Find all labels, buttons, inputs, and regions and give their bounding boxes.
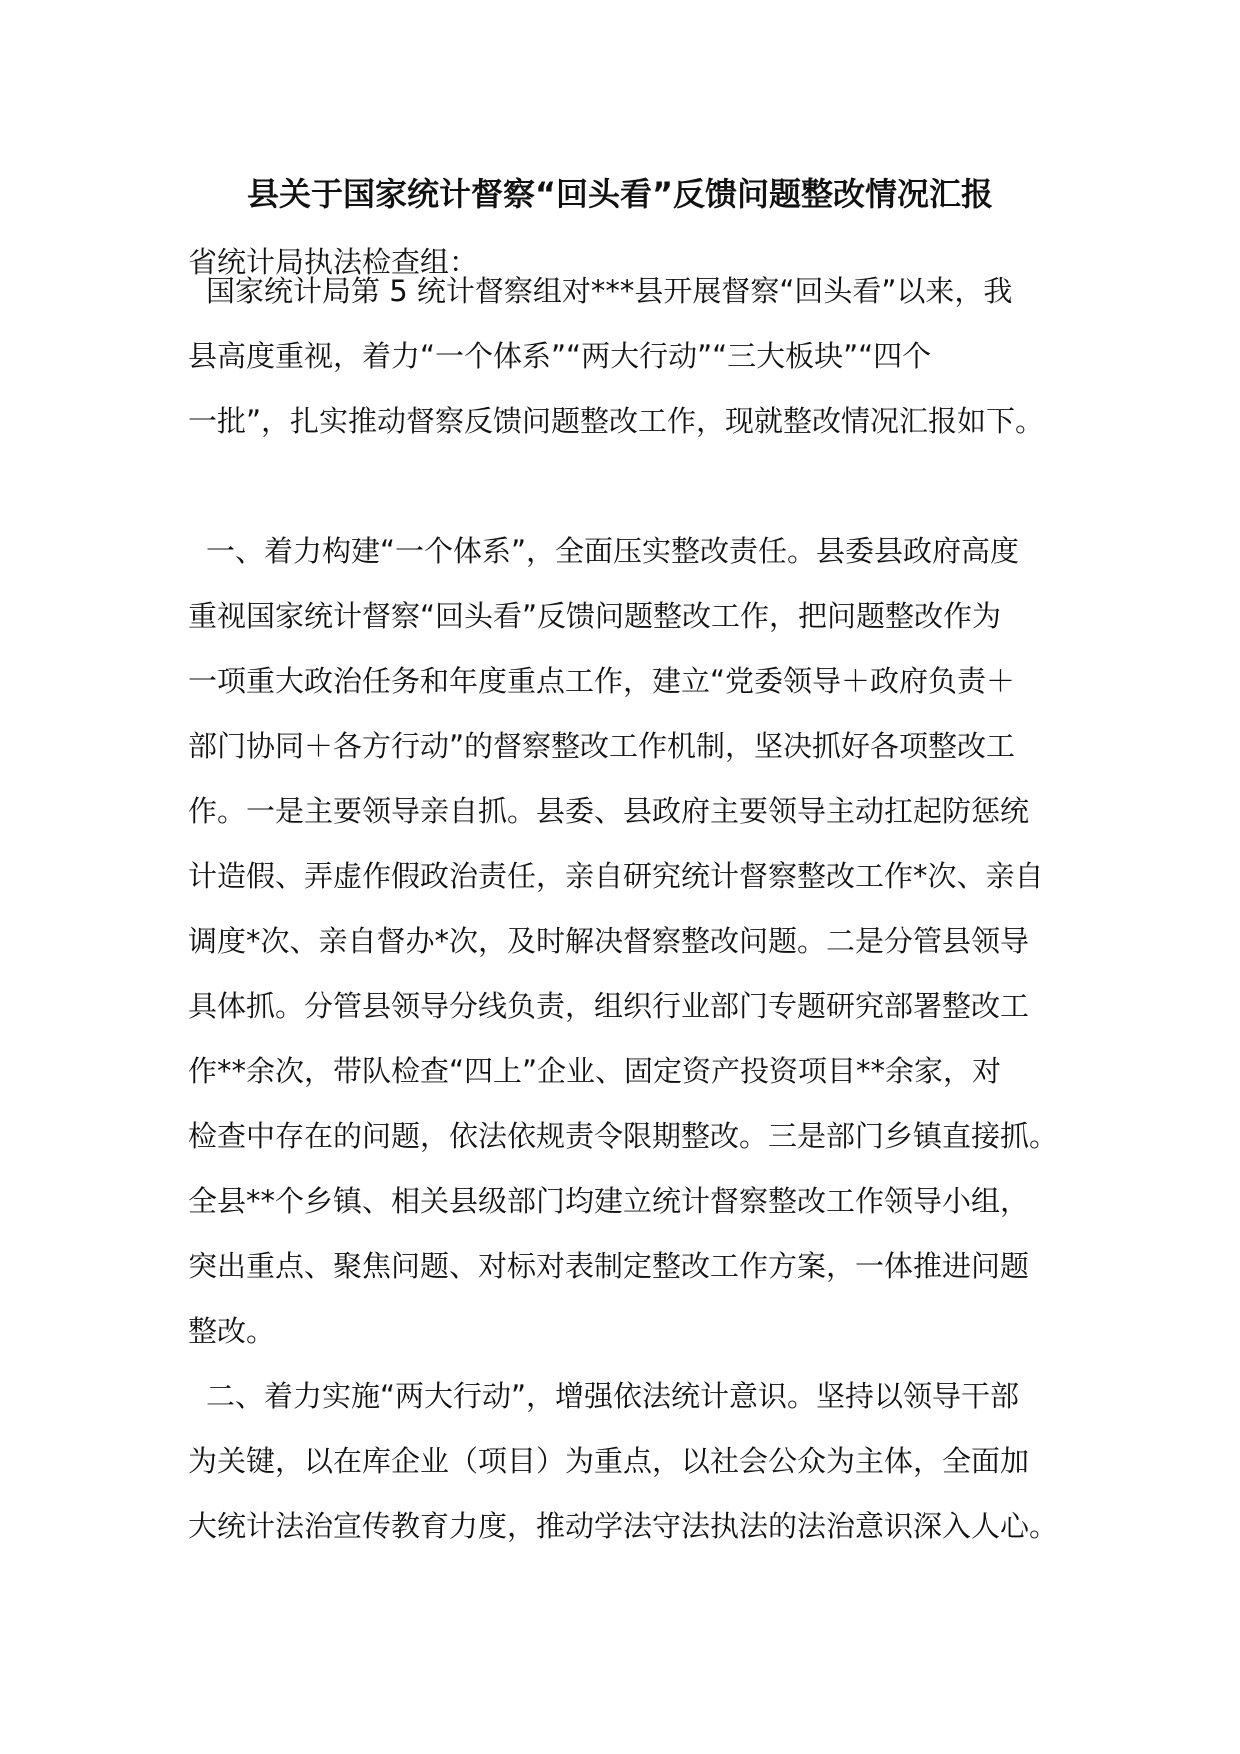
paragraph-line: 具体抓。分管县领导分线负责，组织行业部门专题研究部署整改工 [188, 989, 1030, 1023]
paragraph-line: 重视国家统计督察“回头看”反馈问题整改工作，把问题整改作为 [188, 599, 1002, 633]
paragraph-line: 大统计法治宣传教育力度，推动学法守法执法的法治意识深入人心。 [188, 1509, 1059, 1543]
paragraph-line: 突出重点、聚焦问题、对标对表制定整改工作方案，一体推进问题 [188, 1249, 1030, 1283]
paragraph-line: 作**余次，带队检查“四上”企业、固定资产投资项目**余家，对 [188, 1054, 1002, 1088]
paragraph-line: 整改。 [188, 1314, 276, 1348]
paragraph-line: 调度*次、亲自督办*次，及时解决督察整改问题。二是分管县领导 [188, 924, 1030, 958]
paragraph-line: 部门协同＋各方行动”的督察整改工作机制，坚决抓好各项整改工 [188, 729, 1016, 763]
paragraph-line: 为关键，以在库企业（项目）为重点，以社会公众为主体，全面加 [188, 1444, 1030, 1478]
paragraph-line: 作。一是主要领导亲自抓。县委、县政府主要领导主动扛起防惩统 [188, 794, 1030, 828]
paragraph-line: 二、着力实施“两大行动”，增强依法统计意识。坚持以领导干部 [206, 1379, 1020, 1413]
paragraph-line: 全县**个乡镇、相关县级部门均建立统计督察整改工作领导小组， [188, 1184, 1030, 1218]
paragraph-section-1 [188, 519, 1068, 1364]
document-title: 县关于国家统计督察“回头看”反馈问题整改情况汇报 [246, 175, 994, 213]
paragraph-line: 县高度重视，着力“一个体系”“两大行动”“三大板块”“四个 [188, 339, 932, 373]
paragraph-intro [188, 259, 1068, 454]
paragraph-line: 一批”，扎实推动督察反馈问题整改工作，现就整改情况汇报如下。 [188, 404, 1045, 438]
paragraph-line: 国家统计局第 5 统计督察组对***县开展督察“回头看”以来，我 [206, 274, 1013, 308]
salutation: 省统计局执法检查组： [188, 245, 479, 279]
paragraph-section-2 [188, 1364, 1068, 1559]
paragraph-line: 一项重大政治任务和年度重点工作，建立“党委领导＋政府负责＋ [188, 664, 1016, 698]
paragraph-line: 计造假、弄虚作假政治责任，亲自研究统计督察整改工作*次、亲自 [188, 859, 1044, 893]
paragraph-line: 一、着力构建“一个体系”，全面压实整改责任。县委县政府高度 [206, 534, 1020, 568]
paragraph-line: 检查中存在的问题，依法依规责令限期整改。三是部门乡镇直接抓。 [188, 1119, 1059, 1153]
